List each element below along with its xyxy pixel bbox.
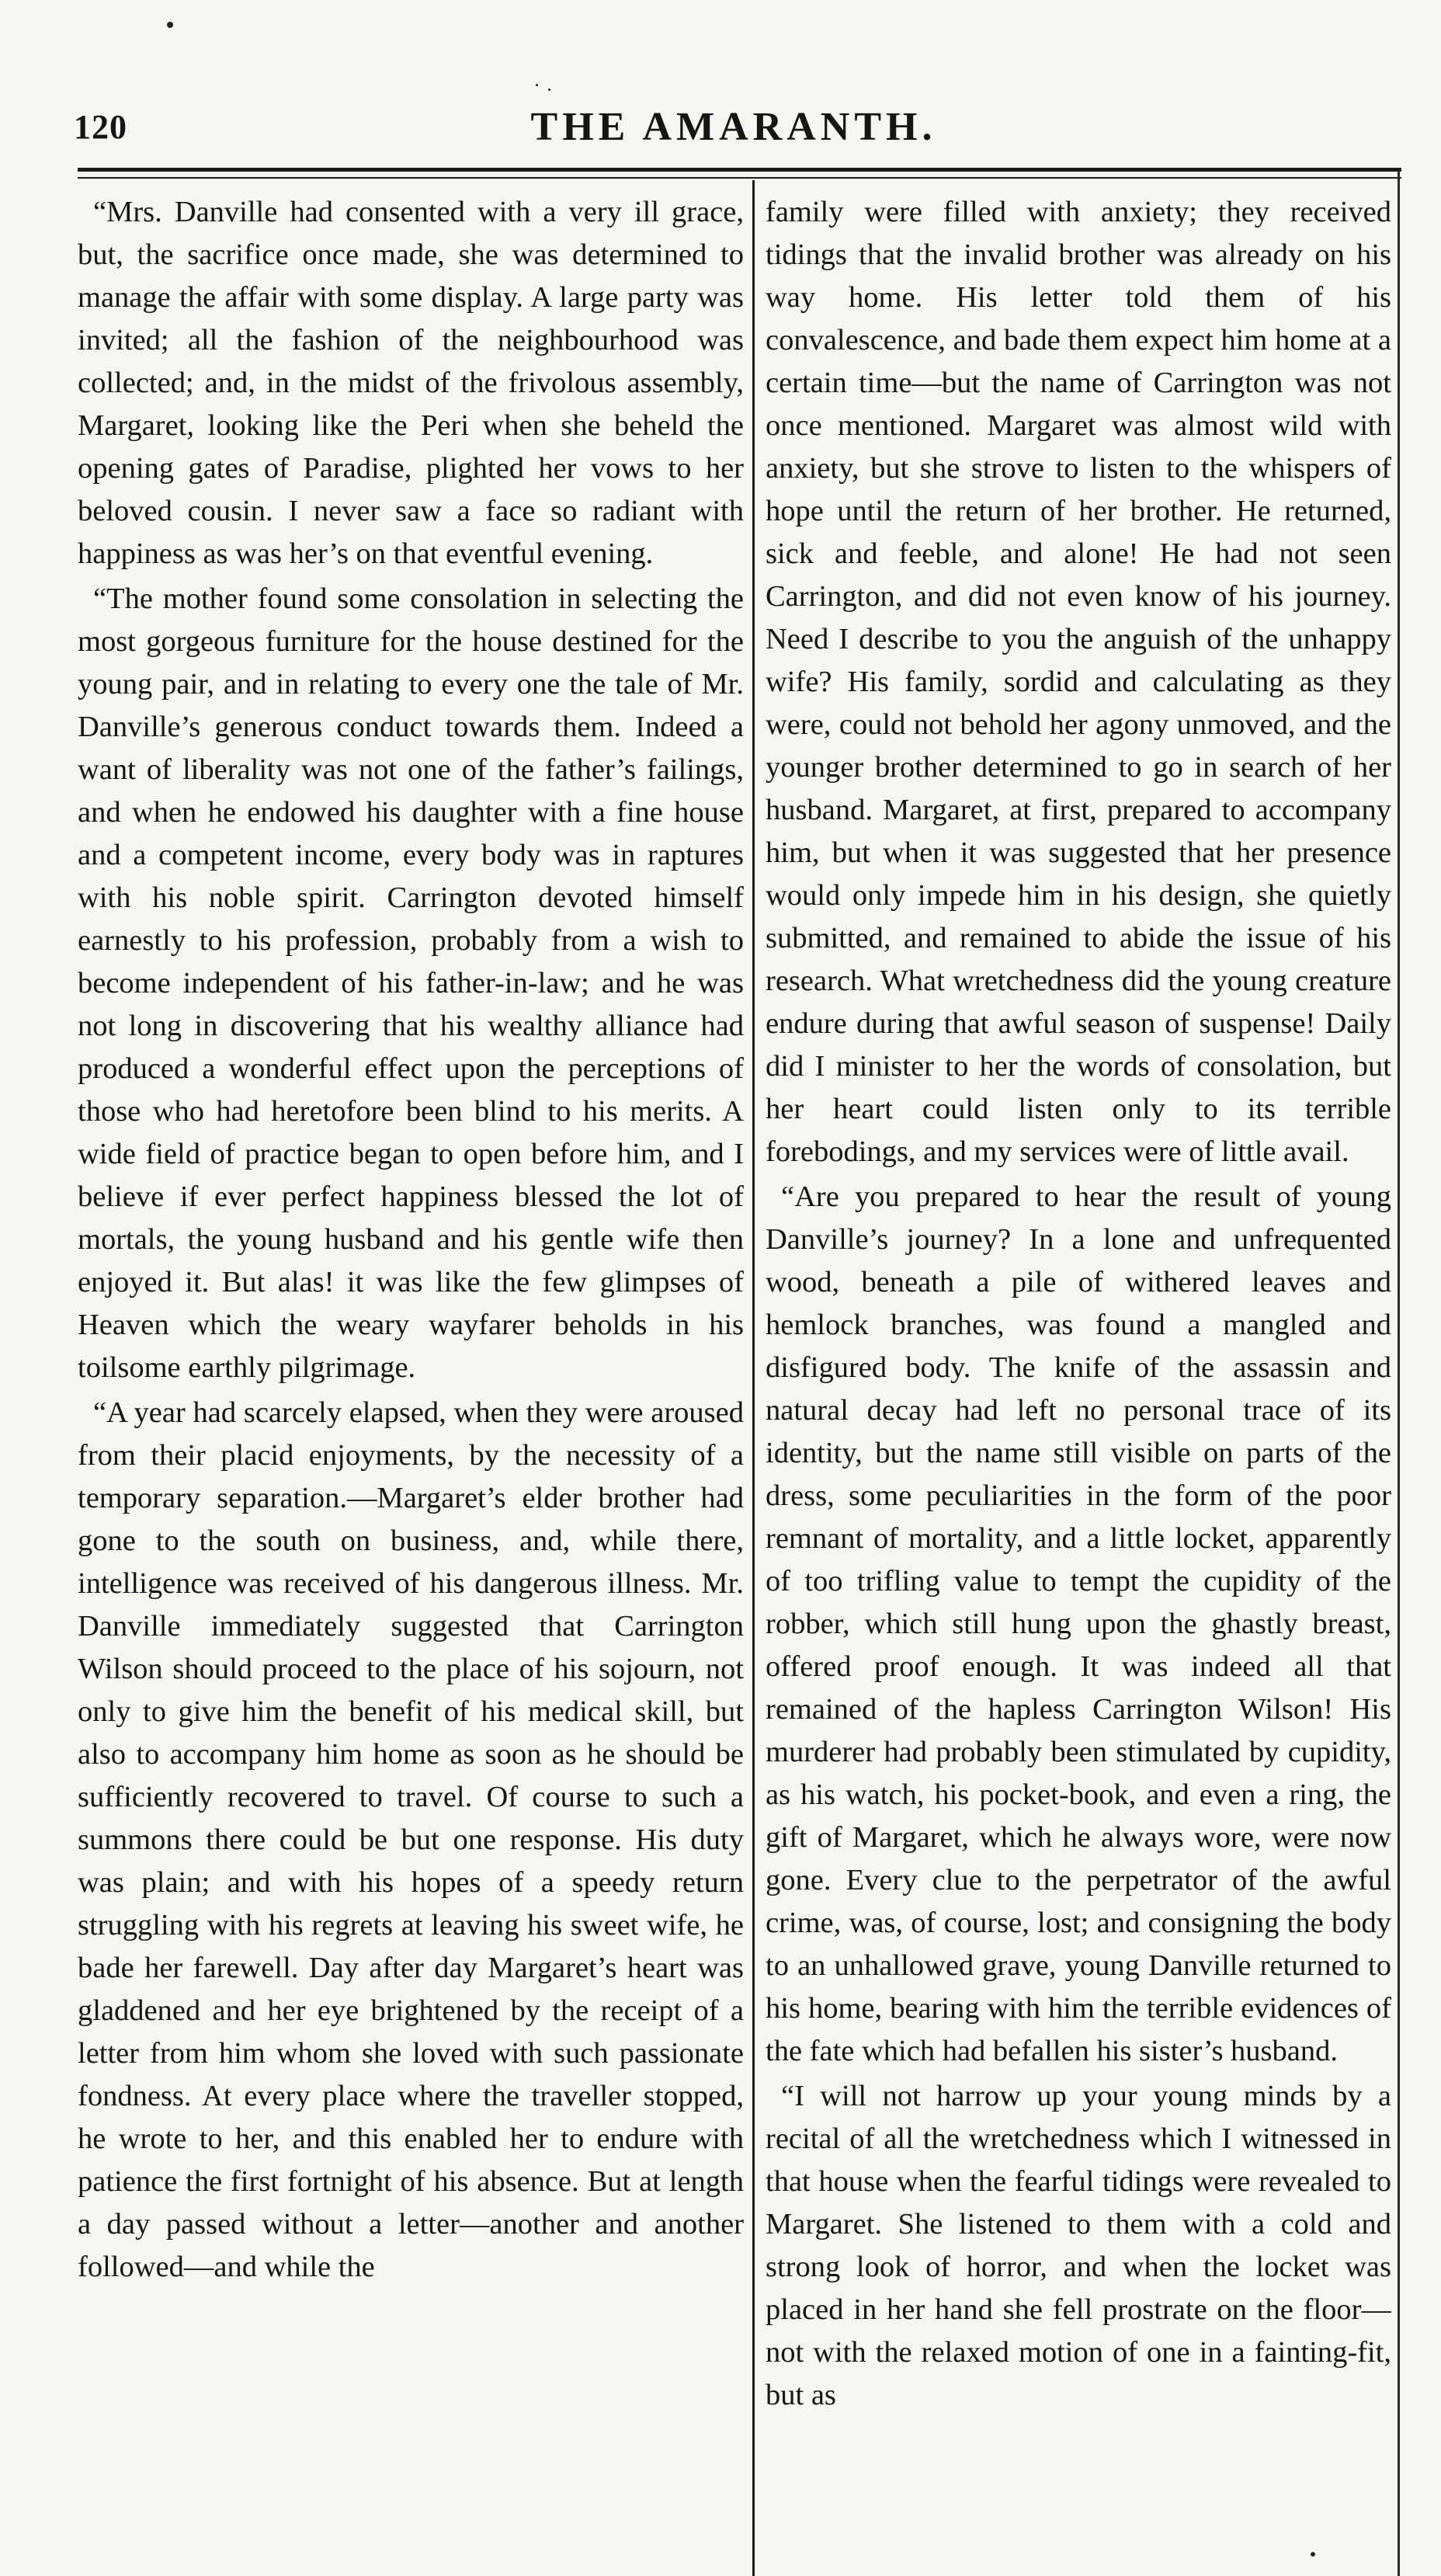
page-header [74,107,1394,162]
right-column [766,191,1391,2419]
paragraph: “I will not harrow up your young minds by a recital of all the wretchedness which I witnessed in that house when the fearful tidings were revealed to Margaret. She listened to them with a cold and strong look of horror, and when the locket was placed in her hand she fell prostrate on the floor—not with the relaxed motion of one in a fainting-fit, but as [766,2080,1391,2411]
paragraph: “The mother found some consolation in selecting the most gorgeous furniture for the house destined for the young pair, and in relating to every one the tale of Mr. Danville’s generous conduct towards them. Indeed a want of liberality was not one of the father’s failings, and when he endowed his daughter with a fine house and a competent income, every body was in raptures with his noble spirit. Carrington devoted himself earnestly to his profession, probably from a wish to become independent of his father-in-law; and he was not long in discovering that his wealthy alliance had produced a wonderful effect upon the perceptions of those who had heretofore been blind to his merits. A wide field of practice began to open before him, and I believe if ever perfect happiness blessed the lot of mortals, the young husband and his gentle wife then enjoyed it. But alas! it was like the few glimpses of Heaven which the weary wayfarer beholds in his toilsome earthly pilgrimage. [78,582,744,1384]
running-title: THE AMARANTH. [530,105,937,149]
column-divider [752,180,755,2576]
page-number: 120 [74,108,127,146]
paragraph: “Are you prepared to hear the result of young Danville’s journey? In a lone and unfrequented wood, beneath a pile of withered leaves and hemlock branches, was found a mangled and disfigured body. The knife of the assassin and natural decay had left no personal trace of its identity, but the name still visible on parts of the dress, some peculiarities in the form of the poor remnant of mortality, and a little locket, apparently of too trifling value to tempt the cupidity of the robber, which still hung upon the ghastly breast, offered proof enough. It was indeed all that remained of the hapless Carrington Wilson! His murderer had probably been stimulated by cupidity, as his watch, his pocket-book, and even a ring, the gift of Margaret, which he always wore, were now gone. Every clue to the perpetrator of the awful crime, was, of course, lost; and consigning the body to an unhallowed grave, young Danville returned to his home, bearing with him the terrible evidences of the fate which had befallen his sister’s husband. [766,1180,1391,2067]
ink-speck [167,22,173,28]
paragraph: “A year had scarcely elapsed, when they were aroused from their placid enjoyments, by the necessity of a temporary separation.—Margaret’s elder brother had gone to the south on business, and, while there, intelligence was received of his dangerous illness. Mr. Danville immediately suggested that Carrington Wilson should proceed to the place of his sojourn, not only to give him the benefit of his medical skill, but also to accompany him home as soon as he should be sufficiently recovered to travel. Of course to such a summons there could be but one response. His duty was plain; and with his hopes of a speedy return struggling with his regrets at leaving his sweet wife, he bade her farewell. Day after day Margaret’s heart was gladdened and her eye brightened by the receipt of a letter from him whom she loved with such passionate fondness. At every place where the traveller stopped, he wrote to her, and this enabled her to endure with patience the first fortnight of his absence. But at length a day passed without a letter—another and another followed—and while the [78,1396,744,2283]
ink-speck [536,84,538,86]
ink-speck [1311,2552,1315,2557]
header-rule-thin [78,177,1401,179]
header-rule-thick [78,168,1401,172]
paragraph: family were filled with anxiety; they received tidings that the invalid brother was already on his way home. His letter told them of his convalescence, and bade them expect him home at a certain time—but the name of Carrington was not once mentioned. Margaret was almost wild with anxiety, but she strove to listen to the whispers of hope until the return of her brother. He returned, sick and feeble, and alone! He had not seen Carrington, and did not even know of his journey. Need I describe to you the anguish of the unhappy wife? His family, sordid and calculating as they were, could not behold her agony unmoved, and the younger brother determined to go in search of her husband. Margaret, at first, prepared to accompany him, but when it was suggested that her presence would only impede him in his design, she quietly submitted, and remained to abide the issue of his research. What wretchedness did the young creature endure during that awful season of suspense! Daily did I minister to her the words of consolation, but her heart could listen only to its terrible forebodings, and my services were of little avail. [766,196,1391,1168]
paragraph: “Mrs. Danville had consented with a very ill grace, but, the sacrifice once made, she was determined to manage the affair with some display. A large party was invited; all the fashion of the neighbourhood was collected; and, in the midst of the frivolous assembly, Margaret, looking like the Peri when she beheld the opening gates of Paradise, plighted her vows to her beloved cousin. I never saw a face so radiant with happiness as was her’s on that eventful evening. [78,196,744,570]
page-edge-rule [1398,171,1400,2576]
left-column [78,191,744,2291]
ink-speck [548,89,550,91]
